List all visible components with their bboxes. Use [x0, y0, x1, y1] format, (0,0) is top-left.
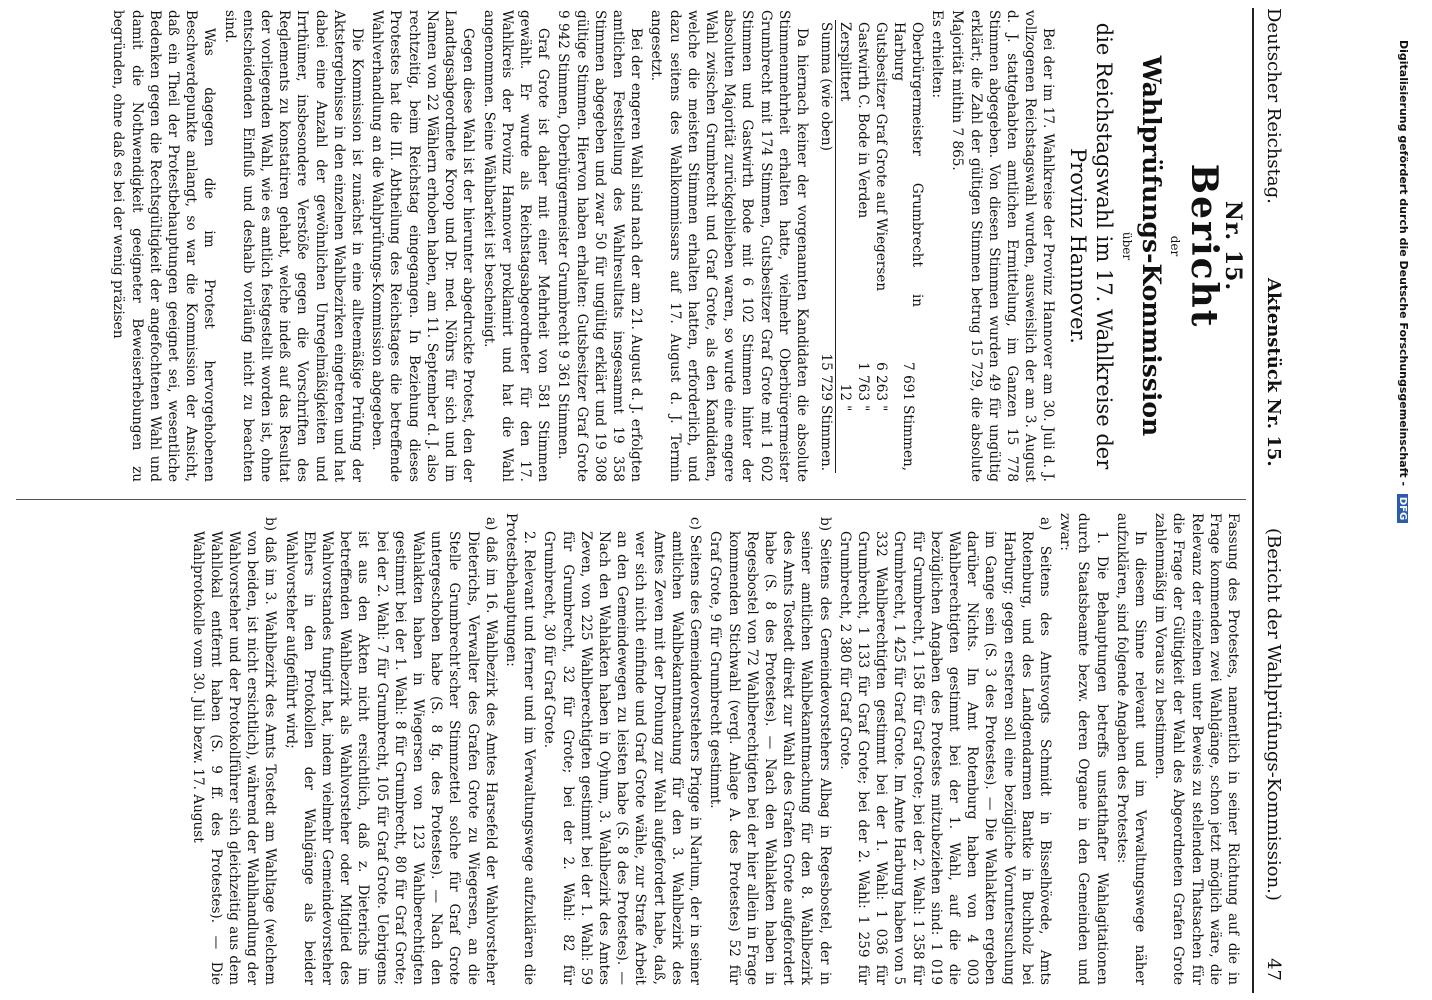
title-bericht: Bericht [1182, 163, 1225, 329]
paragraph: c) Seitens des Gemeindevorstehers Prigge in Narlum, der in seiner amtlichen Wahlbekanntmachung für den 3. Wahlbezirk des Amtes Zeven mit der Drohung zur Wahl aufgefordert habe, daß, wer sich nicht einfinde und Graf Grote wähle, zur Strafe Arbeit an den Gemeindewegen zu leisten habe (S. 8 des Protestes). — Nach den Wahlakten haben in Oyhum, 3. Wahlbezirk des Amtes Zeven, von 225 Wahlberechtigten gestimmt bei der 1. Wahl: 59 für Grumbrecht, 32 für Grote; bei der 2. Wahl: 82 für Grumbrecht, 30 für Graf Grote. [541, 517, 704, 985]
vote-row [854, 20, 872, 473]
title-line1: die Reichstagswahl im 17. Wahlkreise der [1092, 22, 1117, 470]
paragraph: In diesem Sinne relevant und im Verwaltungswege näher aufzuklären, sind folgende Angaben des Protestes: [1113, 513, 1148, 985]
candidate-name: Oberbürgermeister Grumbrecht in Harburg [890, 22, 925, 308]
paragraph: Die Kommission ist zunächst in eine allteemäßige Prüfung der Aktstergebnisse in den einzelnen Wahlbezirken eingetreten und hat dabei eine Anzahl der gewöhnlichen Unregelmäßigkeiten und Irrthümer, insbesondere Verstöße gegen die Vorschriften des Reglements zu konstatiren gehabt, welche indeß auf das Resultat der vorliegenden Wahl, wie es amtlich festgestellt worden ist, ohne entscheidenden Einfluß und deshalb vorläufig nicht zu beachten sind. [221, 10, 366, 482]
left-column [107, 10, 1246, 482]
page-header [1258, 8, 1290, 993]
vote-count: 7 691 [899, 362, 916, 402]
vote-count: 1 763 [854, 362, 871, 402]
paragraph: 1. Die Behauptungen betreffs unstatthafter Wahlagitationen durch Staatsbeamte bezw. deren Organe in den Gemeinden und zwar: [1057, 513, 1110, 985]
rotated-document [10, 8, 1290, 993]
paragraph: a) daß im 16. Wahlbezirk des Amtes Harsefeld der Wahlvorsteher Dieterichs, Verwalter des Grafen Grote zu Wiegersen, an die Stelle Grumbrecht'scher Stimmzettel solche für Graf Grote untergeschoben habe (S. 8 fg. des Protestes). — Nach den Wahlakten haben in Wiegersen von 123 Wahlberechtigten gestimmt bei der 1. Wahl: 8 für Grumbrecht, 80 für Graf Grote; bei der 2. Wahl: 7 für Grumbrecht, 105 für Graf Grote. Uebrigens ist aus den Akten nicht ersichtlich, daß z. Dieterichs im betreffenden Wahlbezirk als Wahlvorsteher oder Mitglied des Wahlvorstandes fungirt hat, indem vielmehr Gemeindevorsteher Ehlers in den Protokollen der Wahlgänge als beider Wahlvorsteher aufgeführt wird; [282, 517, 499, 985]
candidate-name: Gastwirth C. Bode in Verden [854, 22, 871, 219]
header-rule [1252, 8, 1254, 993]
title-ueber: über [1119, 231, 1134, 261]
dfg-logo: DFG [1397, 494, 1408, 523]
vote-total-row [817, 20, 836, 473]
title-number: Nr. 15. [1220, 200, 1246, 292]
paragraph: b) Seitens des Gemeindevorstehers Albag in Regesbostel, der in seiner amtlichen Wahlbekanntmachung für den 8. Wahlbezirk des Amts Tostedt direkt zur Wahl des Grafen Grote aufgefordert habe (S. 8 des Protestes). — Nach den Wahlakten haben in Regesbostel von 72 Wahlberechtigten bei der hier allein in Frage kommenden Stichwahl (vergl. Anlage A. des Protestes) 52 für Graf Grote, 9 für Grumbrecht gestimmt. [707, 517, 833, 985]
vote-unit: " [836, 405, 853, 412]
title-line2: Provinz Hannover. [1066, 148, 1091, 344]
vote-count: 6 263 [872, 362, 889, 402]
vote-row [835, 20, 854, 473]
paragraph: a) Seitens des Amtsvogts Schmidt in Bisselhövede, Amts Rotenburg, und des Landgendarmen Bantke in Buchholz bei Harburg; gegen ersteren soll eine bezügliche Voruntersuchung im Gange sein (S. 3 des Protestes). — Die Wahlakten ergeben darüber Nichts. Im Amt Rotenburg haben von 4 003 Wahlberechtigten gestimmt bei der 1. Wahl, auf die die bezüglichen Angaben des Protestes mitzubeziehen sind: 1 019 für Grumbrecht, 1 158 für Graf Grote; bei der 2. Wahl: 1 358 für Grumbrecht, 1 425 für Graf Grote. Im Amte Harburg haben von 5 332 Wahlberechtigten gestimmt bei der 1. Wahl: 1 036 für Grumbrecht, 1 133 für Graf Grote; bei der 2. Wahl: 1 259 für Grumbrecht, 2 380 für Graf Grote. [836, 517, 1053, 985]
paragraph: Es erhielten: [929, 10, 946, 99]
paragraph: Was dagegen die im Protest hervorgehobenen Beschwerdepunkte anlangt, so war die Kommission der Ansicht, daß ein Theil der Protestbehauptungen geeignet sei, wesentliche Bedenken gegen die Rechtsgültigkeit der angefochtenen Wahl und damit die Nothwendigkeit geeigneter Beweiserhebungen zu begründen, ohne daß es bei der wenig präzisen [110, 10, 218, 482]
header-item: Aktenstück Nr. 15. [1263, 278, 1284, 467]
candidate-name: Gutsbesitzer Graf Grote auf Wiegersen [872, 22, 889, 292]
paragraph: Da hiernach keiner der vorgenannten Kandidaten die absolute Stimmenmehrheit erhalten hatte, vielmehr Oberbürgermeister Grumbrecht mit 174 Stimmen, Gutsbesitzer Graf Grote mit 1 602 Stimmen und Gastwirth Bode mit 6 102 Stimmen hinter der absoluten Majorität zurückgeblieben waren, so wurde eine engere Wahl zwischen Grumbrecht und Graf Grote, als den Kandidaten, welche die meisten Stimmen erhalten hatten, erforderlich, und dazu seitens des Wahlkommissars auf 17. August d. J. Termin angesetzt. [648, 10, 810, 482]
vote-unit: Stimmen. [817, 405, 834, 472]
title-der: der [1167, 235, 1182, 257]
paragraph: Bei der im 17. Wahlkreise der Provinz Hannover am 30. Juli d. J. vollzogenen Reichstagswahl wurden, ausweislich der am 3. August d. J. stattgehabten amtlichen Ermittelung, im Ganzen 15 778 Stimmen abgegeben. Von diesen Stimmen wurden 49 für ungültig erklärt; die Zahl der gültigen Stimmen betrug 15 729, die absolute Majorität mithin 7 865. [949, 10, 1057, 482]
digitization-note [1390, 40, 1410, 940]
column-separator [16, 499, 1246, 500]
header-subject: (Bericht der Wahlprüfungs-Kommission.) [1263, 528, 1284, 901]
paragraph: 2. Relevant und ferner und im Verwaltungswege aufzuklären die Protestbehauptungen: [503, 513, 538, 985]
paragraph: Fassung des Protestes, namentlich in seiner Richtung auf die in Frage kommenden zwei Wahlgänge, schon jetzt möglich wäre, die Relevanz der einzelnen unter Beweis zu stellenden Thatsachen für die Frage der Gültigkeit der Wahl des Abgeordneten Grafen Grote zahlenmäßig im Voraus zu bestimmen. [1152, 513, 1241, 985]
header-journal: Deutscher Reichstag. [1263, 8, 1284, 204]
vote-unit: " [872, 405, 889, 412]
paragraph: Graf Grote ist daher mit einer Mehrheit von 581 Stimmen gewählt. Er wurde als Reichstagsabgeordneter für den 17. Wahlkreis der Provinz Hannover proklamirt und hat die Wahl angenommen. Seine Wählbarkeit ist bescheinigt. [480, 10, 552, 482]
paragraph: Bei der engeren Wahl sind nach der am 21. August d. J. erfolgten amtlichen Feststellung des Wahlresultats insgesammt 19 358 Stimmen abgegeben und zwar 50 für ungültig erklärt und 19 308 gültige Stimmen. Hiervon haben erhalten: Gutsbesitzer Graf Grote 9 942 Stimmen, Oberbürgermeister Grumbrecht 9 361 Stimmen. [555, 10, 645, 482]
candidate-name: Summa (wie oben) [817, 20, 836, 309]
title-block [1065, 10, 1246, 482]
digitization-text: Digitalisierung gefördert durch die Deutsche Forschungsgemeinschaft - [1397, 40, 1410, 487]
vote-count: 12 [836, 383, 853, 402]
vote-row [872, 20, 890, 473]
vote-count: 15 729 [817, 309, 836, 403]
paragraph: Gegen diese Wahl ist der hierunter abgedruckte Protest, den der Landtagsabgeordnete Kroop und Dr. med. Nöhrs für sich und im Namen von 22 Wählern erhoben haben, am 11. September d. J. also rechtzeitig, beim Reichstag eingegangen. In Beziehung dieses Protestes hat die III. Abtheilung des Reichstages die betreffende Wahlverhandlung an die Wahlprüfungs-Kommission abgegeben. [369, 10, 477, 482]
vote-row [890, 20, 926, 473]
title-commission: Wahlprüfungs-Kommission [1136, 55, 1166, 437]
page-number: 47 [1263, 958, 1284, 981]
vote-table [817, 20, 926, 473]
right-column [186, 513, 1242, 985]
vote-unit: Stimmen, [899, 405, 916, 472]
candidate-name: Zersplittert [836, 22, 853, 102]
vote-unit: " [854, 405, 871, 412]
paragraph: b) daß im 3. Wahlbezirk des Amts Tostedt am Wahltage (welchem von beiden, ist nicht ersichtlich), während der Wahlhandlung der Wahlvorsteher und der Protokollführer sich gleichzeitig aus dem Wahllokal entfernt haben (S. 9 ff. des Protestes). — Die Wahlprotokolle vom 30. Juli bezw. 17. August [189, 517, 279, 985]
